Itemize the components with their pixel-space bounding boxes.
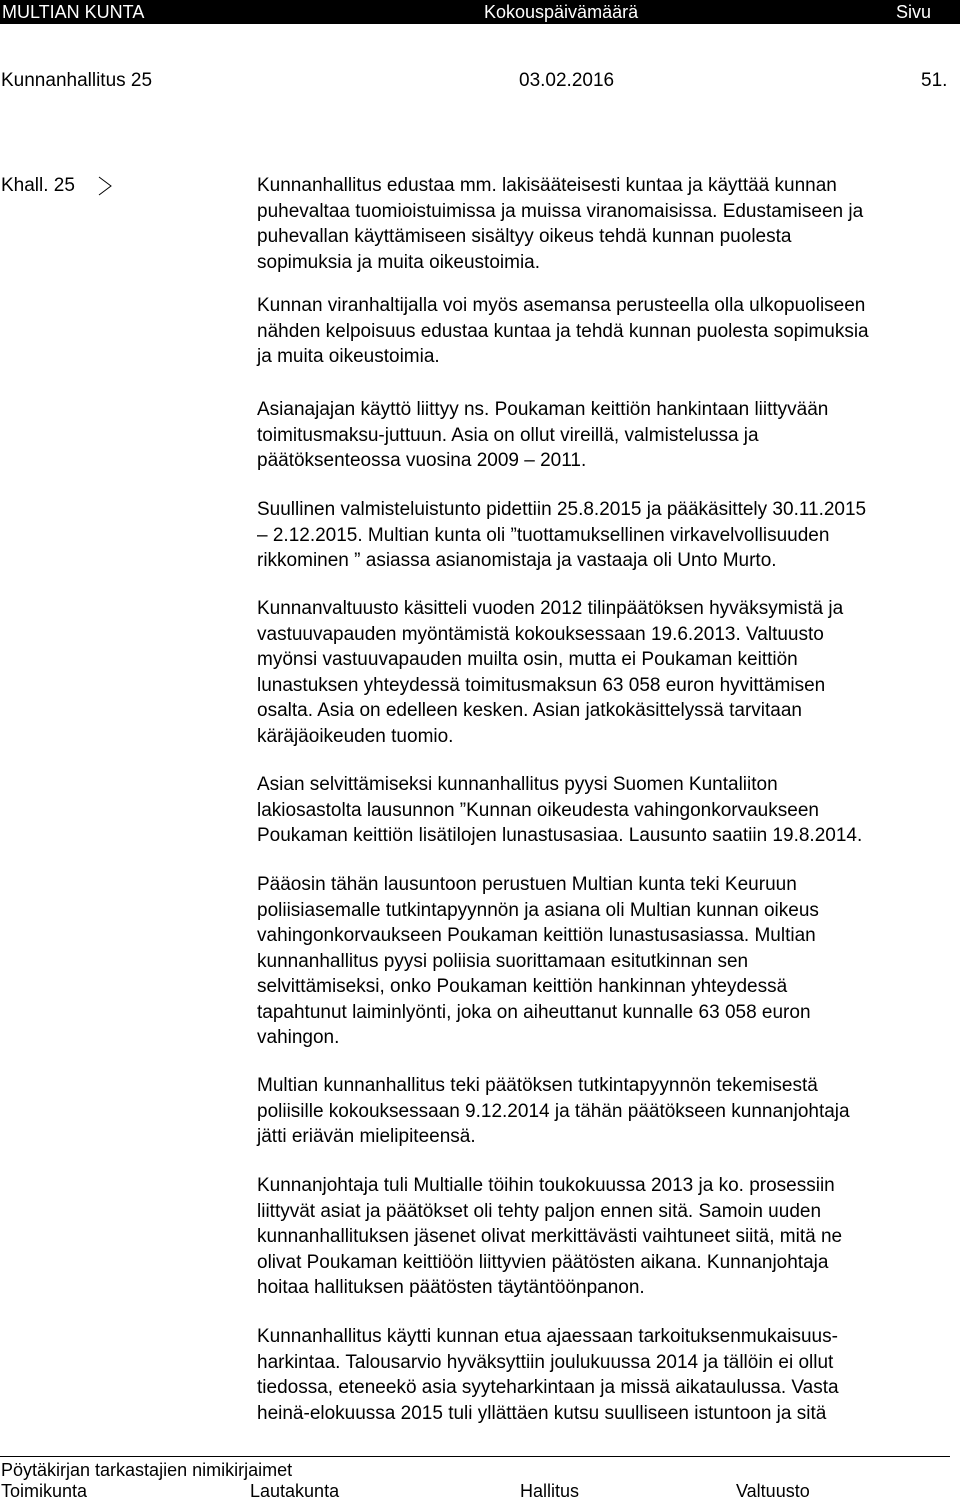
footer-title: Pöytäkirjan tarkastajien nimikirjaimet [1, 1460, 293, 1480]
text-line: myönsi vastuuvapauden muilta osin, mutta ei Poukaman keittiön [257, 649, 798, 670]
section-marker-icon [96, 173, 114, 199]
text-line: tiedossa, eteneekö asia syyteharkintaan ja missä aikataulussa. Vasta [257, 1377, 839, 1398]
document-header-bar [0, 0, 960, 24]
footer-divider [0, 1456, 950, 1457]
text-line: puhevallan käyttämiseen sisältyy oikeus tehdä kunnan puolesta [257, 226, 792, 247]
text-line: puhevaltaa tuomioistuimissa ja muissa viranomaisissa. Edustamiseen ja [257, 200, 864, 222]
text-line: hoitaa hallituksen päätösten täytäntöönpanon. [257, 1277, 645, 1298]
body-paragraph-3 [257, 397, 957, 474]
text-line: Kunnanhallitus käytti kunnan etua ajaessaan tarkoituksenmukaisuus- [257, 1326, 838, 1347]
text-line: käräjäoikeuden tuomio. [257, 725, 454, 747]
text-line: selvittämiseksi, onko Poukaman keittiön hankinnan yhteydessä [257, 976, 788, 997]
text-line: Kunnan viranhaltijalla voi myös asemansa perusteella olla ulkopuoliseen [257, 295, 866, 316]
text-line: lakiosastolta lausunnon ”Kunnan oikeudesta vahingonkorvaukseen [257, 799, 819, 821]
text-line: kunnanhallituksen jäsenet olivat merkittävästi vaihtuneet siitä, mitä ne [257, 1226, 843, 1247]
body-paragraph-4 [257, 497, 957, 574]
footer-column-council: Valtuusto [736, 1481, 810, 1501]
text-line: Asianajajan käyttö liittyy ns. Poukaman keittiön hankintaan liittyvään [257, 399, 829, 420]
text-line: sopimuksia ja muita oikeustoimia. [257, 251, 541, 273]
page-label: Sivu [896, 2, 932, 22]
text-line: jätti eriävän mielipiteensä. [257, 1126, 476, 1147]
body-paragraph-7 [257, 872, 957, 1051]
text-line: – 2.12.2015. Multian kunta oli ”tuottamuksellinen virkavelvollisuuden [257, 524, 830, 546]
text-line: vastuuvapauden myöntämistä kokouksessaan 19.6.2013. Valtuusto [257, 623, 824, 645]
text-line: Kunnanhallitus edustaa mm. lakisääteisesti kuntaa ja käyttää kunnan [257, 175, 837, 196]
municipality-name: MULTIAN KUNTA [2, 2, 145, 22]
text-line: poliisille kokouksessaan 9.12.2014 ja tähän päätökseen kunnanjohtaja [257, 1100, 850, 1122]
text-line: Kunnanjohtaja tuli Multialle töihin toukokuussa 2013 ja ko. prosessiin [257, 1175, 835, 1196]
footer-column-executive: Hallitus [520, 1481, 580, 1501]
body-paragraph-10 [257, 1324, 957, 1426]
body-paragraph-6 [257, 772, 957, 849]
meeting-body: Kunnanhallitus 25 [1, 70, 153, 91]
body-paragraph-1 [257, 173, 957, 275]
section-label: Khall. 25 [1, 175, 75, 196]
meeting-date: 03.02.2016 [519, 70, 615, 91]
text-line: toimitusmaksu-juttuun. Asia on ollut vireillä, valmistelussa ja [257, 424, 759, 446]
body-paragraph-2 [257, 293, 957, 370]
text-line: lunastuksen yhteydessä toimitusmaksun 63 058 euron hyvittämisen [257, 674, 826, 696]
text-line: vahingon. [257, 1027, 340, 1048]
text-line: päätöksenteossa vuosina 2009 – 2011. [257, 450, 587, 471]
text-line: kunnanhallitus pyysi poliisia suorittamaan esitutkinnan sen [257, 950, 749, 972]
text-line: harkintaa. Talousarvio hyväksyttiin joulukuussa 2014 ja tällöin ei ollut [257, 1351, 834, 1373]
footer-column-board: Lautakunta [250, 1481, 340, 1501]
body-paragraph-9 [257, 1173, 957, 1301]
text-line: nähden kelpoisuus edustaa kuntaa ja tehdä kunnan puolesta sopimuksia [257, 320, 869, 342]
text-line: Pääosin tähän lausuntoon perustuen Multian kunta teki Keuruun [257, 874, 797, 895]
page-number: 51. [921, 70, 948, 91]
text-line: Suullinen valmisteluistunto pidettiin 25.8.2015 ja pääkäsittely 30.11.2015 [257, 499, 867, 520]
body-paragraph-5 [257, 596, 957, 749]
text-line: poliisiasemalle tutkintapyynnön ja asiana oli Multian kunnan oikeus [257, 899, 819, 921]
text-line: heinä-elokuussa 2015 tuli yllättäen kutsu suulliseen istuntoon ja sitä [257, 1402, 827, 1424]
body-paragraph-8 [257, 1073, 957, 1150]
text-line: Kunnanvaltuusto käsitteli vuoden 2012 tilinpäätöksen hyväksymistä ja [257, 598, 844, 619]
text-line: vahingonkorvaukseen Poukaman keittiön lunastusasiassa. Multian [257, 925, 816, 946]
text-line: Multian kunnanhallitus teki päätöksen tutkintapyynnön tekemisestä [257, 1075, 818, 1096]
text-line: ja muita oikeustoimia. [257, 346, 440, 367]
text-line: rikkominen ” asiassa asianomistaja ja vastaaja oli Unto Murto. [257, 550, 777, 571]
meeting-date-label: Kokouspäivämäärä [484, 2, 639, 22]
text-line: tapahtunut laiminlyönti, joka on aiheuttanut kunnalle 63 058 euron [257, 1001, 811, 1023]
text-line: liittyvät asiat ja päätökset oli tehty paljon ennen sitä. Samoin uuden [257, 1200, 822, 1222]
text-line: Poukaman keittiön lisätilojen lunastusasiaa. Lausunto saatiin 19.8.2014. [257, 825, 863, 846]
text-line: olivat Poukaman keittiöön liittyvien päätösten aikana. Kunnanjohtaja [257, 1251, 829, 1273]
text-line: Asian selvittämiseksi kunnanhallitus pyysi Suomen Kuntaliiton [257, 774, 778, 795]
footer-column-committee: Toimikunta [1, 1481, 88, 1501]
text-line: osalta. Asia on edelleen kesken. Asian jatkokäsittelyssä tarvitaan [257, 700, 802, 721]
